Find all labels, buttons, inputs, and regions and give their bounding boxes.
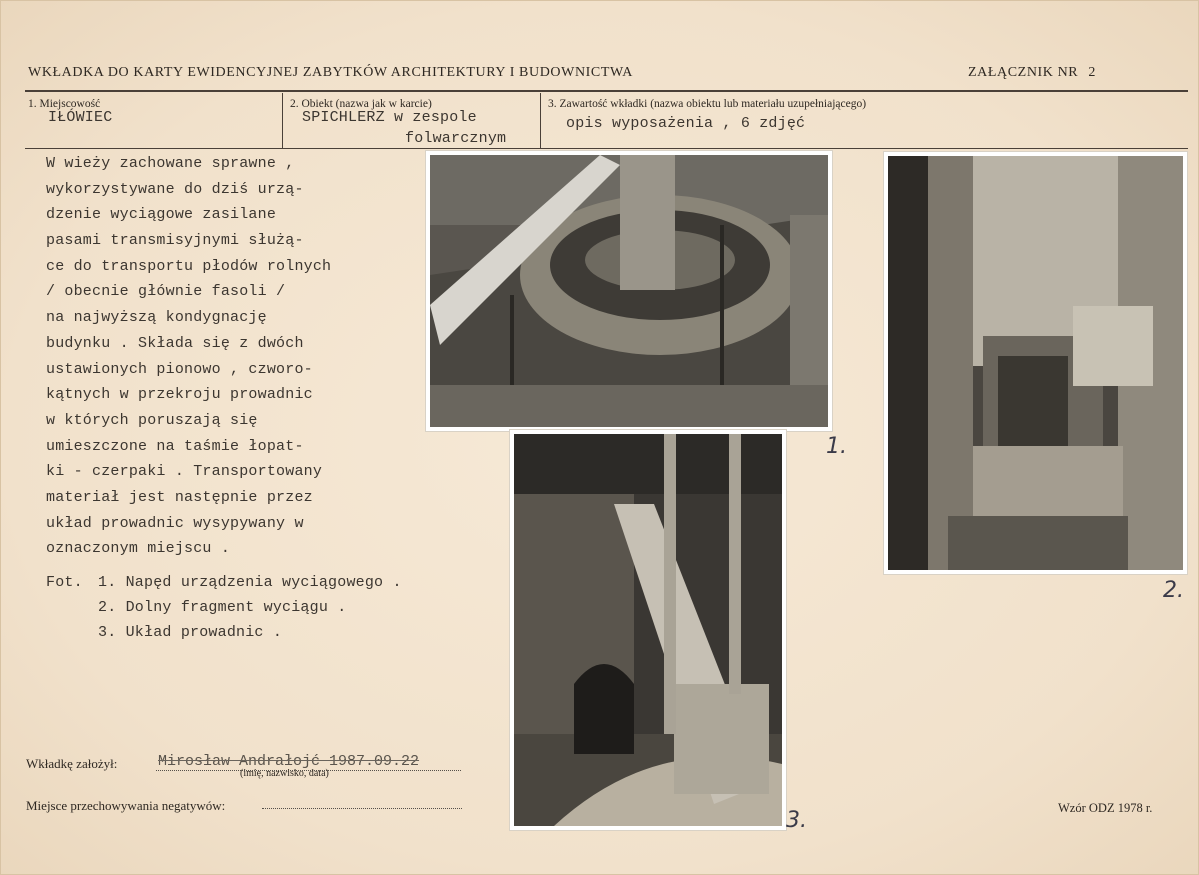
description-line: ce do transportu płodów rolnych (46, 257, 332, 275)
captions-prefix: Fot. (46, 574, 83, 591)
description-text (46, 151, 331, 562)
author-value: Mirosław Andrałojć 1987.09.22 (158, 753, 420, 770)
card-title: WKŁADKA DO KARTY EWIDENCYJNEJ ZABYTKÓW ARCHITEKTURY I BUDOWNICTWA (28, 65, 633, 80)
description-line: wykorzystywane do dziś urzą- (46, 180, 304, 198)
description-line: kątnych w przekroju prowadnic (46, 386, 313, 404)
attachment-label (968, 65, 1096, 81)
description-line: ki - czerpaki . Transportowany (46, 463, 323, 481)
description-line: / obecnie głównie fasoli / (46, 283, 286, 301)
caption-1: 1. Napęd urządzenia wyciągowego . (98, 574, 402, 591)
photo-1 (426, 151, 832, 431)
form-code: Wzór ODZ 1978 r. (1058, 801, 1153, 815)
caption-3: 3. Układ prowadnic . (98, 624, 283, 641)
contents-label: 3. Zawartość wkładki (nazwa obiektu lub materiału uzupełniającego) (548, 98, 867, 110)
negatives-label: Miejsce przechowywania negatywów: (26, 798, 226, 813)
negatives-line (262, 808, 462, 809)
description-line: na najwyższą kondygnację (46, 309, 267, 327)
description-line: oznaczonym miejscu . (46, 540, 231, 558)
description-line: dzenie wyciągowe zasilane (46, 206, 277, 224)
object-label: 2. Obiekt (nazwa jak w karcie) (290, 98, 432, 110)
attachment-number: 2 (1088, 65, 1096, 80)
attachment-label-text: ZAŁĄCZNIK NR (968, 65, 1079, 80)
photo-3-image (514, 434, 782, 826)
contents-value: opis wyposażenia , 6 zdjęć (566, 115, 806, 132)
description-line: materiał jest następnie przez (46, 488, 313, 506)
location-value: IŁÓWIEC (48, 109, 113, 126)
photo-3-number: 3. (786, 808, 807, 833)
description-line: pasami transmisyjnymi służą- (46, 232, 304, 250)
description-line: w których poruszają się (46, 411, 258, 429)
description-line: układ prowadnic wysypywany w (46, 514, 304, 532)
field-divider-2 (540, 93, 541, 149)
photo-2-number: 2. (1163, 578, 1184, 603)
author-hint: (imię, nazwisko, data) (240, 768, 329, 779)
author-label: Wkładkę założył: (26, 756, 118, 771)
object-value-line2: folwarcznym (405, 130, 507, 147)
photo-2-image (888, 156, 1183, 570)
photo-2 (884, 152, 1187, 574)
location-label: 1. Miejscowość (28, 98, 101, 110)
description-line: budynku . Składa się z dwóch (46, 334, 304, 352)
header-rule (25, 90, 1188, 92)
description-line: ustawionych pionowo , czworo- (46, 360, 313, 378)
description-line: W wieży zachowane sprawne , (46, 155, 295, 172)
object-value-line1: SPICHLERZ w zespole (302, 109, 477, 126)
photo-1-number: 1. (826, 434, 847, 459)
field-divider-1 (282, 93, 283, 149)
description-line: umieszczone na taśmie łopat- (46, 437, 304, 455)
photo-3 (510, 430, 786, 830)
field-row-rule (25, 148, 1188, 149)
caption-2: 2. Dolny fragment wyciągu . (98, 599, 347, 616)
photo-1-image (430, 155, 828, 427)
